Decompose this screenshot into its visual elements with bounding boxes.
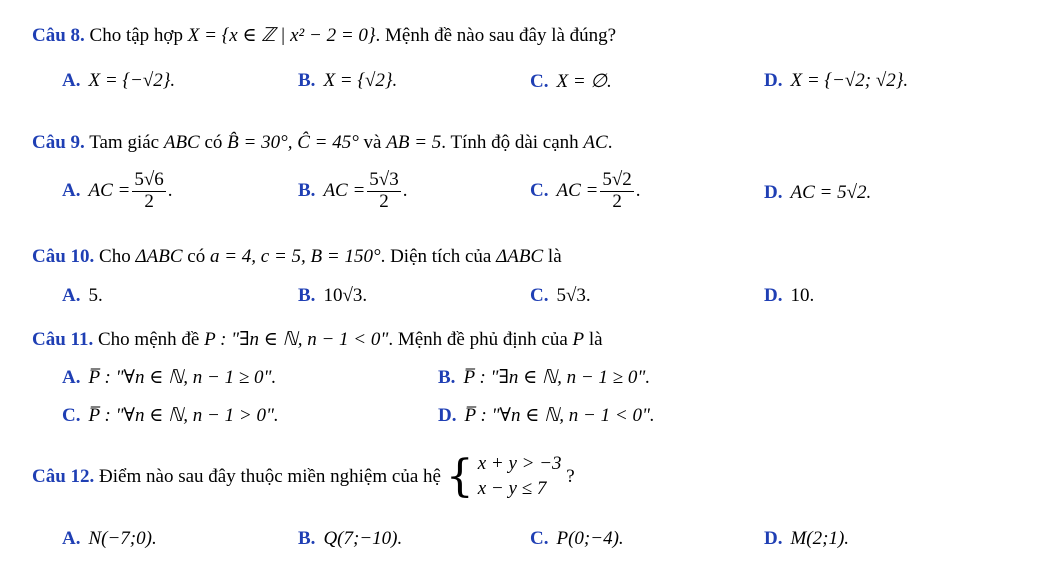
q11-option-b-label: B. [438, 366, 456, 388]
q10-option-d[interactable] [764, 285, 814, 307]
question-9-side: AB = 5 [386, 132, 442, 153]
q9-option-d[interactable] [764, 182, 871, 204]
question-8-pre: Cho tập hợp [84, 25, 188, 46]
q11-option-a-label: A. [62, 366, 81, 388]
q9-option-d-label: D. [764, 182, 783, 203]
q9-option-b-tail: . [402, 180, 408, 202]
question-9-triangle: ABC [163, 132, 200, 153]
question-10-end: là [543, 246, 562, 267]
question-11-end: là [584, 329, 603, 350]
question-10-triangle-2: ΔABC [496, 246, 544, 267]
question-8-label: Câu 8. [32, 25, 85, 46]
q12-option-b[interactable] [298, 528, 402, 550]
q8-option-b-text: X = {√2}. [323, 70, 398, 91]
question-10 [32, 246, 562, 268]
question-9-label: Câu 9. [32, 132, 85, 153]
q11-option-a-text: P̅ : "∀n ∈ ℕ, n − 1 ≥ 0". [88, 367, 277, 388]
question-12-end: ? [561, 465, 575, 487]
question-12 [32, 452, 575, 501]
q9-option-b-lhs: AC = [323, 180, 366, 202]
question-9-end: . [607, 132, 613, 153]
q12-option-a[interactable] [62, 528, 157, 550]
q10-option-b-label: B. [298, 285, 316, 306]
q8-option-a-text: X = {−√2}. [88, 70, 176, 91]
q9-option-b-label: B. [298, 180, 316, 202]
question-12-system [446, 452, 562, 501]
q9-option-c-tail: . [635, 180, 641, 202]
q9-option-a-tail: . [167, 180, 173, 202]
question-11-label: Câu 11. [32, 329, 94, 350]
question-12-line-2: x − y ≤ 7 [477, 477, 547, 499]
q11-option-b[interactable] [438, 366, 650, 389]
question-10-given: a = 4, c = 5, B = 150° [209, 246, 381, 267]
question-11-pre: Cho mệnh đề [93, 329, 205, 350]
q10-option-c[interactable] [530, 285, 591, 307]
q9-option-c-label: C. [530, 180, 549, 202]
q12-option-d-text: M(2;1). [790, 528, 850, 549]
question-8-options [0, 70, 1060, 110]
q11-option-c-text: P̅ : "∀n ∈ ℕ, n − 1 > 0". [88, 405, 279, 426]
q11-option-d-text: P̅ : "∀n ∈ ℕ, n − 1 < 0". [464, 405, 655, 426]
q8-option-c-text: X = ∅. [556, 71, 612, 92]
question-12-brace: { [445, 450, 474, 502]
q9-option-a-den: 2 [144, 190, 154, 212]
q9-option-b-num: 5√3 [369, 169, 399, 190]
question-11-p: P [572, 329, 585, 350]
question-10-options [0, 285, 1060, 325]
q12-option-b-label: B. [298, 528, 316, 549]
q8-option-d-label: D. [764, 70, 783, 91]
q8-option-c-label: C. [530, 70, 549, 92]
question-10-label: Câu 10. [32, 246, 95, 267]
q8-option-b-label: B. [298, 70, 316, 91]
q12-option-a-text: N(−7;0). [88, 528, 157, 549]
q10-option-b-text: 10√3. [323, 285, 368, 306]
question-10-pre: Cho [94, 246, 136, 267]
q11-option-c-label: C. [62, 404, 81, 426]
q12-option-c-text: P(0;−4). [556, 528, 624, 549]
question-9-post: . Tính độ dài cạnh [441, 132, 584, 153]
q8-option-a-label: A. [62, 70, 81, 91]
question-9-options [0, 170, 1060, 220]
q9-option-c-num: 5√2 [602, 169, 632, 190]
q10-option-b[interactable] [298, 285, 367, 307]
question-10-post: . Diện tích của [380, 246, 497, 267]
question-9-target: AC [583, 132, 608, 153]
q9-option-c-lhs: AC = [556, 180, 599, 202]
q9-option-c[interactable] [530, 170, 641, 213]
q9-option-c-fraction [600, 170, 633, 213]
q10-option-a-text: 5. [88, 285, 103, 306]
q10-option-c-text: 5√3. [556, 285, 591, 306]
q12-option-c[interactable] [530, 528, 624, 550]
q10-option-a[interactable] [62, 285, 103, 307]
question-11-options-row-1 [0, 366, 1060, 406]
q9-option-a-num: 5√6 [134, 169, 164, 190]
q11-option-a[interactable] [62, 366, 276, 389]
question-12-label: Câu 12. [32, 465, 95, 487]
question-9-pre: Tam giác [84, 132, 164, 153]
question-8 [32, 24, 616, 47]
question-9-angles: B̂ = 30°, Ĉ = 45° [227, 132, 359, 153]
question-11 [32, 328, 603, 351]
q8-option-d[interactable] [764, 70, 908, 92]
q10-option-a-label: A. [62, 285, 81, 306]
question-12-options [0, 528, 1060, 568]
q8-option-a[interactable] [62, 70, 175, 92]
question-11-options-row-2 [0, 404, 1060, 444]
question-12-pre: Điểm nào sau đây thuộc miền nghiệm của hệ [94, 465, 446, 487]
q9-option-a-lhs: AC = [88, 180, 131, 202]
q12-option-c-label: C. [530, 528, 549, 549]
q9-option-b[interactable] [298, 170, 407, 213]
q10-option-c-label: C. [530, 285, 549, 306]
question-12-line-1: x + y > −3 [477, 453, 562, 474]
q10-option-d-text: 10. [790, 285, 815, 306]
q9-option-b-fraction [367, 170, 400, 213]
q9-option-c-den: 2 [612, 190, 622, 212]
question-9-mid: có [199, 132, 228, 153]
q8-option-b[interactable] [298, 70, 397, 92]
q11-option-b-text: P̅ : "∃n ∈ ℕ, n − 1 ≥ 0". [463, 367, 651, 388]
question-9-and: và [358, 132, 387, 153]
q9-option-a[interactable] [62, 170, 173, 213]
q9-option-a-fraction [132, 170, 165, 213]
question-11-post: . Mệnh đề phủ định của [388, 329, 573, 350]
q12-option-a-label: A. [62, 528, 81, 549]
question-9 [32, 132, 612, 154]
q9-option-d-text: AC = 5√2. [790, 182, 872, 203]
q11-option-c[interactable] [62, 404, 279, 427]
q12-option-d[interactable] [764, 528, 849, 550]
question-11-prop: P : "∃n ∈ ℕ, n − 1 < 0" [204, 329, 389, 350]
q9-option-a-label: A. [62, 180, 81, 202]
q11-option-d[interactable] [438, 404, 655, 427]
q10-option-d-label: D. [764, 285, 783, 306]
q9-option-b-den: 2 [379, 190, 389, 212]
q8-option-c[interactable] [530, 70, 612, 93]
question-8-set: X = {x ∈ ℤ | x² − 2 = 0} [187, 25, 376, 46]
question-8-post: . Mệnh đề nào sau đây là đúng? [375, 25, 617, 46]
q8-option-d-text: X = {−√2; √2}. [790, 70, 909, 91]
question-10-triangle: ΔABC [135, 246, 183, 267]
question-10-mid: có [182, 246, 210, 267]
question-12-system-lines [478, 452, 562, 501]
q12-option-b-text: Q(7;−10). [323, 528, 403, 549]
q11-option-d-label: D. [438, 404, 457, 426]
q12-option-d-label: D. [764, 528, 783, 549]
